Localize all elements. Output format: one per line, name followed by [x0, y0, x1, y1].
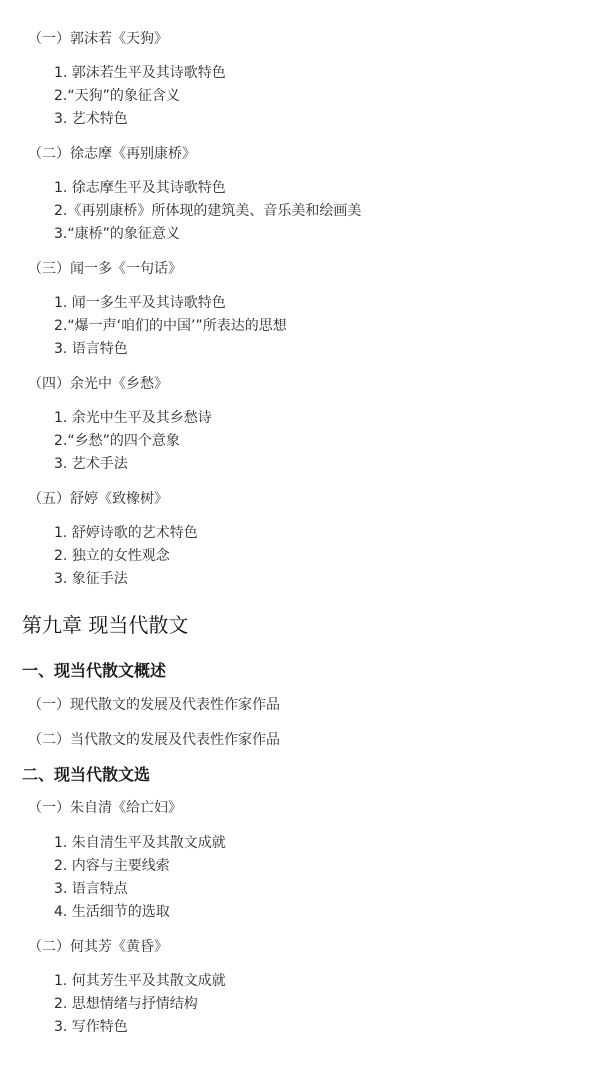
part-heading-selections: 二、现当代散文选	[22, 765, 151, 784]
list-item: 3. 语言特色	[54, 341, 128, 357]
section-title-xiangchou: （四）余光中《乡愁》	[28, 376, 168, 392]
list-item: 2. 思想情绪与抒情结构	[54, 996, 198, 1012]
list-item: 3. 写作特色	[54, 1019, 128, 1035]
part-heading-overview: 一、现当代散文概述	[22, 661, 167, 680]
chapter-title: 第九章 现当代散文	[22, 613, 189, 637]
list-item: 2.“爆一声‘咱们的中国’”所表达的思想	[54, 318, 287, 334]
list-item: 1. 郭沫若生平及其诗歌特色	[54, 65, 226, 81]
subsection-title: （二）当代散文的发展及代表性作家作品	[28, 732, 280, 748]
subsection-title: （一）现代散文的发展及代表性作家作品	[28, 697, 280, 713]
list-item: 3.“康桥”的象征意义	[54, 226, 180, 242]
section-title-zhi-xiangshu: （五）舒婷《致橡树》	[28, 491, 168, 507]
list-item: 2. 内容与主要线索	[54, 858, 170, 874]
list-item: 1. 闻一多生平及其诗歌特色	[54, 295, 226, 311]
list-item: 2.“天狗”的象征含义	[54, 88, 180, 104]
list-item: 1. 徐志摩生平及其诗歌特色	[54, 180, 226, 196]
list-item: 3. 艺术特色	[54, 111, 128, 127]
section-title-tiangou: （一）郭沫若《天狗》	[28, 31, 168, 47]
list-item: 1. 余光中生平及其乡愁诗	[54, 410, 212, 426]
list-item: 4. 生活细节的选取	[54, 904, 170, 920]
list-item: 3. 语言特点	[54, 881, 128, 897]
section-title-huanghun: （二）何其芳《黄昏》	[28, 939, 168, 955]
list-item: 2. 独立的女性观念	[54, 548, 170, 564]
section-title-zaibie-kangqiao: （二）徐志摩《再别康桥》	[28, 146, 196, 162]
section-title-yijuhua: （三）闻一多《一句话》	[28, 261, 182, 277]
section-title-gei-wangfu: （一）朱自清《给亡妇》	[28, 800, 182, 816]
list-item: 1. 朱自清生平及其散文成就	[54, 835, 226, 851]
list-item: 3. 象征手法	[54, 571, 128, 587]
list-item: 1. 舒婷诗歌的艺术特色	[54, 525, 198, 541]
list-item: 3. 艺术手法	[54, 456, 128, 472]
list-item: 2.《再别康桥》所体现的建筑美、音乐美和绘画美	[54, 203, 362, 219]
list-item: 2.“乡愁”的四个意象	[54, 433, 180, 449]
list-item: 1. 何其芳生平及其散文成就	[54, 973, 226, 989]
